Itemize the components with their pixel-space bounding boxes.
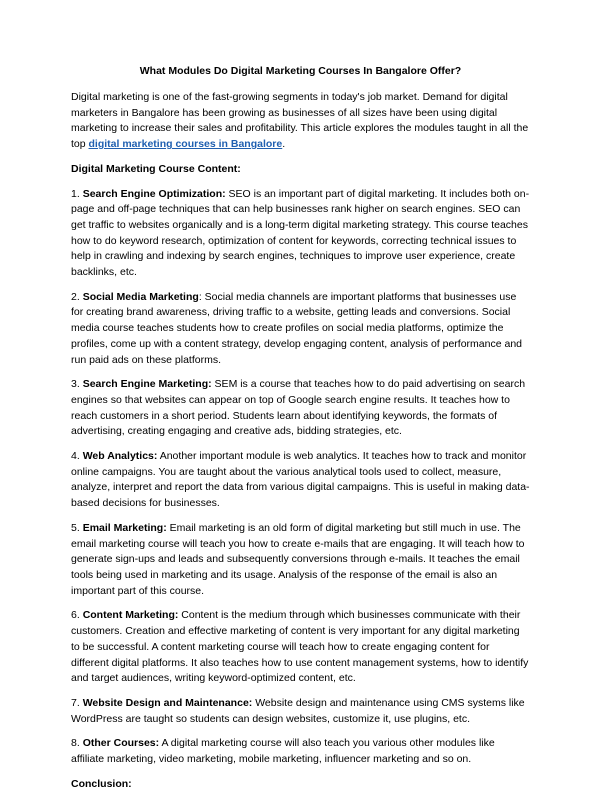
page-title: What Modules Do Digital Marketing Courses In Bangalore Offer? [139, 65, 462, 77]
courses-link[interactable]: digital marketing courses in Bangalore [88, 138, 283, 151]
module-name: Search Engine Optimization: [82, 187, 226, 200]
module-text: Content is the medium through which businesses communicate with their customers. Creation and effective marketing of content is very important for any digital marketing to be successful. A content marketing course will teach how to create engaging content for different digital platforms. It also teaches how to use content management systems, how to identify and target audiences, writing keyword-optimized content, etc. [71, 609, 529, 685]
module-number: 4. [71, 450, 83, 463]
intro-end: . [282, 138, 286, 151]
module-number: 8. [71, 737, 83, 750]
content-heading: Digital Marketing Course Content: [71, 162, 241, 175]
module-name: Email Marketing: [82, 521, 167, 534]
conclusion-heading: Conclusion: [71, 777, 132, 790]
module-text: SEM is a course that teaches how to do paid advertising on search engines so that websites can appear on top of Google search engine results. It teaches how to reach customers in a short period. Students learn about identifying keywords, the formats of advertising, creating engaging and creative ads, bidding strategies, etc. [71, 378, 526, 438]
module-name: Content Marketing: [82, 609, 179, 622]
module-text: Email marketing is an old form of digital marketing but still much in use. The email marketing course will teach you how to create e-mails that are engaging. It will teach how to generate sign-ups and leads and subsequently conversions through e-mails. It teaches the email tools being used in marketing and its usage. Analysis of the response of the email is also an important part of this course. [71, 521, 525, 597]
module-number: 2. [71, 290, 83, 303]
module-paragraph [71, 377, 530, 440]
module-name: Search Engine Marketing: [82, 378, 212, 391]
module-text: A digital marketing course will also teach you various other modules like affiliate marketing, video marketing, mobile marketing, influencer marketing and so on. [71, 737, 495, 766]
module-text: SEO is an important part of digital marketing. It includes both on-page and off-page techniques that can help businesses rank higher on search engines. SEO can get traffic to websites organically and is a long-term digital marketing strategy. This course teaches how to do keyword research, optimization of content for keywords, correcting technical issues to help in crawling and indexing by search engines, techniques to improve user experience, create backlinks, etc. [71, 187, 530, 279]
module-number: 7. [71, 696, 83, 709]
module-name: Social Media Marketing [82, 290, 199, 303]
module-name: Website Design and Maintenance: [82, 696, 253, 709]
module-paragraph [71, 736, 530, 767]
module-number: 5. [71, 521, 83, 534]
module-text: Website design and maintenance using CMS systems like WordPress are taught so students can design websites, customize it, use plugins, etc. [71, 696, 525, 725]
module-paragraph [71, 290, 530, 369]
module-number: 3. [71, 378, 83, 391]
module-name: Web Analytics: [82, 450, 158, 463]
intro-text: Digital marketing is one of the fast-growing segments in today's job market. Demand for digital marketers in Bangalore has been growing as businesses of all sizes have been using digital marketing to increase their sales and profitability. This article explores the modules taught in all the top [71, 91, 529, 151]
module-text: : Social media channels are important platforms that businesses use for creating brand awareness, driving traffic to a website, getting leads and conversions. Social media course teaches students how to create profiles on social media platforms, optimize the profiles, come up with a content strategy, develop engaging content, analysis of performance and run paid ads on these platforms. [71, 290, 522, 366]
module-paragraph [71, 187, 530, 281]
module-number: 6. [71, 609, 83, 622]
module-number: 1. [71, 187, 83, 200]
module-paragraph [71, 521, 530, 600]
module-paragraph [71, 696, 530, 727]
intro-paragraph [71, 90, 530, 153]
module-text: Another important module is web analytics. It teaches how to track and monitor online campaigns. You are taught about the various analytical tools used to collect, measure, analyze, interpret and report the data from various digital campaigns. This is useful in making data-based decisions for businesses. [71, 450, 530, 510]
module-paragraph [71, 608, 530, 687]
module-name: Other Courses: [82, 737, 160, 750]
module-paragraph [71, 449, 530, 512]
